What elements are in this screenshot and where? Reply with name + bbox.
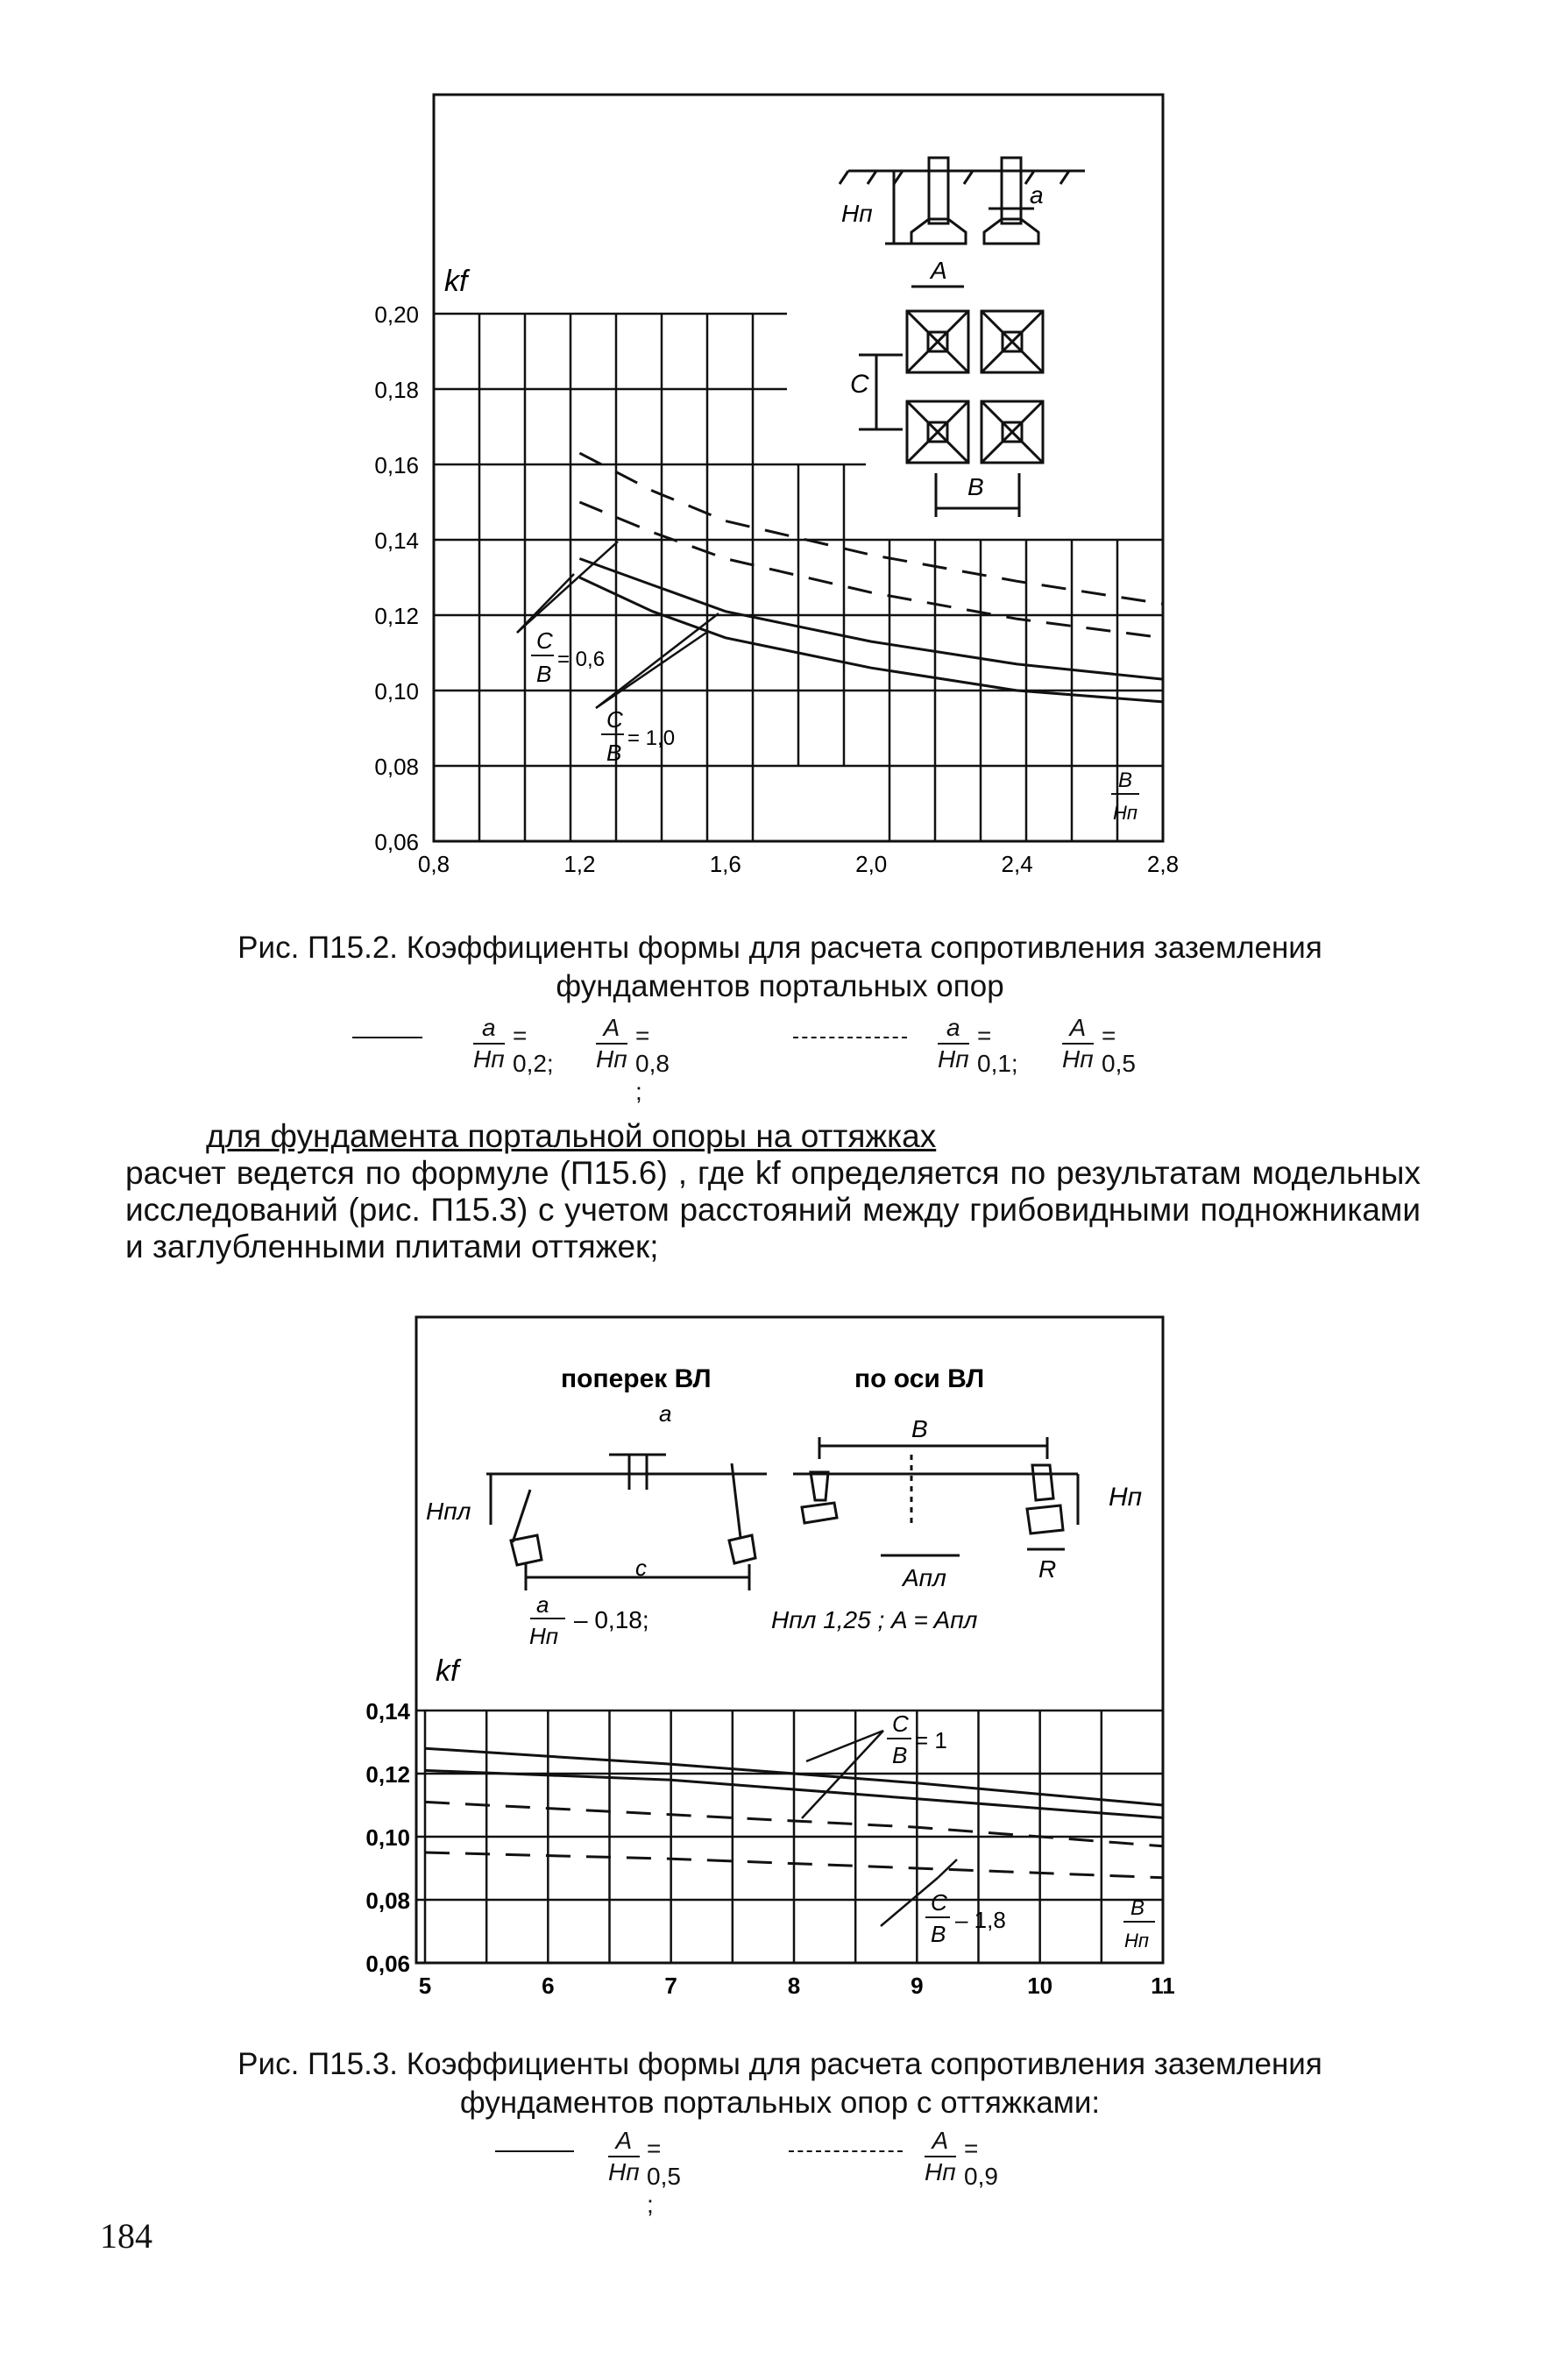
figure-1-inset-label-A: A [931,257,947,284]
figure-1-caption-line-1: Рис. П15.2. Коэффициенты формы для расчета сопротивления заземления [237,931,1322,965]
figure-1-inset-label-B: B [967,473,984,500]
legend-dashed-sample [789,2150,903,2152]
figure-2-frame [416,1317,1163,1963]
figure-1-cb2-den: B [606,740,622,766]
figure-1-cb2-value: = 1,0 [627,726,676,750]
figure-2-cb2-den: B [931,1921,946,1947]
figure-1-inset-label-a: a [1030,181,1044,209]
y-tick-label: 0,06 [365,1951,410,1977]
figure-1-inset-label-hn: Hп [841,200,873,227]
figure-1-cb1-num: C [536,627,553,654]
figure-2-inset-label-hpl: Hпл [426,1498,471,1525]
legend-value: = 0,5 [1102,1022,1136,1077]
body-paragraph-text: расчет ведется по формуле (П15.6) , где kf определяется по результатам модельных исследований (рис. П15.3) с учетом расстояний между грибовидными подножниками и заглубленными плитами оттяжек; [125,1155,1421,1264]
x-tick-label: 6 [542,1973,555,1999]
page-number: 184 [100,2216,152,2256]
x-tick-label: 0,8 [417,851,450,877]
y-tick-label: 0,08 [365,1888,410,1914]
y-tick-label: 0,20 [374,301,419,328]
figure-2-x-label-den: Hп [1124,1930,1149,1951]
figure-2-inset-label-a: a [659,1400,672,1427]
legend-fraction: A Hп [608,2127,640,2185]
figure-2-panel-left-title: поперек ВЛ [561,1364,712,1393]
legend-value: = 0,5 ; [647,2135,681,2218]
figure-2-caption [210,2045,1350,2122]
legend-fraction: A Hп [1062,1014,1094,1073]
figure-2-caption-line-1: Рис. П15.3. Коэффициенты формы для расчета сопротивления заземления [237,2047,1322,2081]
legend-fraction: a Hп [473,1014,505,1073]
figure-1-x-label-den: Hп [1113,802,1137,824]
x-tick-label: 2,0 [855,851,888,877]
figure-2-formula-left-num: a [536,1591,549,1618]
figure-2-cb1-value: = 1 [915,1727,947,1753]
x-tick-label: 7 [664,1973,677,1999]
figure-1-cb2-num: C [606,706,623,733]
figure-2-formula-right: Hпл 1,25 ; A = Aпл [771,1606,978,1633]
x-tick-label: 2,4 [1001,851,1033,877]
figure-1-y-label: kf [444,265,468,298]
figure-2-formula-left-value: – 0,18; [574,1606,649,1633]
legend-fraction: A Hп [925,2127,956,2185]
figure-2-cb2-value: – 1,8 [955,1907,1006,1933]
y-tick-label: 0,06 [374,829,419,855]
figure-2-inset-label-B: B [911,1415,928,1442]
y-tick-label: 0,10 [365,1824,410,1851]
figure-1-cb1-value: = 0,6 [557,648,606,671]
figure-2-inset-label-c: c [635,1555,647,1581]
x-tick-label: 10 [1027,1973,1053,1999]
x-tick-label: 2,8 [1146,851,1180,877]
x-tick-label: 11 [1151,1973,1175,1999]
legend-solid-sample [495,2150,574,2152]
legend-fraction: a Hп [938,1014,969,1073]
y-tick-label: 0,08 [374,754,419,780]
y-tick-label: 0,12 [365,1761,410,1788]
x-tick-label: 9 [911,1973,924,1999]
figure-2-panel-right-title: по оси ВЛ [854,1364,985,1393]
x-tick-label: 8 [787,1973,801,1999]
y-tick-label: 0,12 [374,603,419,629]
figure-2-cb1-den: B [892,1742,908,1768]
figure-1-inset-label-C: C [850,370,869,399]
legend-value: = 0,9 [964,2135,998,2190]
figure-1-cb1-den: B [536,661,552,687]
section-heading: для фундамента портальной опоры на оттяжках [206,1118,937,1154]
legend-value: = 0,1; [977,1022,1018,1077]
figure-2-cb1-num: C [892,1711,909,1737]
figure-2-y-label: kf [436,1654,459,1688]
x-tick-label: 5 [418,1973,432,1999]
legend-fraction: A Hп [596,1014,627,1073]
y-tick-label: 0,10 [374,678,419,705]
y-tick-label: 0,14 [365,1698,410,1725]
figure-2-inset-label-r: R [1038,1555,1057,1583]
figure-2-inset-schematic [486,1437,1078,1590]
x-tick-label: 1,6 [709,851,741,877]
figure-1-x-label-num: B [1118,769,1133,792]
figure-2-cb2-num: C [931,1889,947,1916]
legend-value: = 0,2; [513,1022,554,1077]
x-tick-label: 1,2 [563,851,596,877]
figure-2-formula-left-den: Hп [529,1623,559,1649]
figure-2-inset-label-hn: Hп [1109,1483,1143,1512]
legend-value: = 0,8 ; [635,1022,670,1105]
figure-2-x-label-num: B [1130,1896,1145,1920]
y-tick-label: 0,18 [374,377,419,403]
figure-2-inset-label-apl: Aпл [903,1564,946,1591]
figure-2-caption-line-2: фундаментов портальных опор с оттяжками: [459,2086,1101,2120]
figure-1-caption-line-2: фундаментов портальных опор [556,969,1004,1003]
y-tick-label: 0,14 [374,528,419,554]
y-tick-label: 0,16 [374,452,419,478]
